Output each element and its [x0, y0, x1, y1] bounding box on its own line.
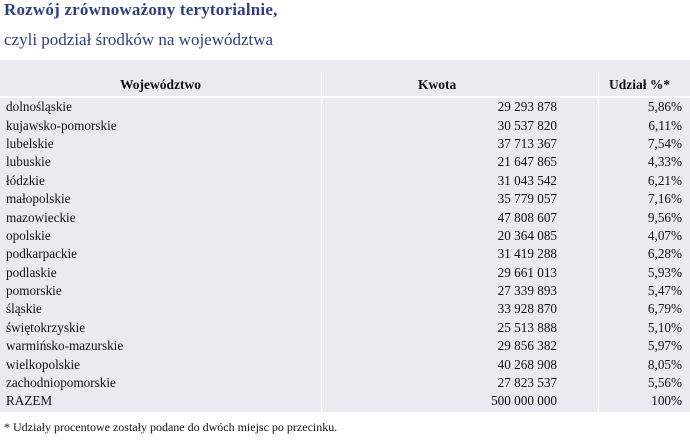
- region-name: podkarpackie: [6, 246, 78, 262]
- region-name: małopolskie: [6, 191, 71, 207]
- share-value: 100%: [651, 393, 682, 409]
- table-row: [6, 300, 690, 318]
- amount-value: 29 661 013: [497, 264, 557, 280]
- share-value: 7,16%: [647, 191, 682, 207]
- region-name: opolskie: [6, 227, 51, 243]
- share-value: 7,54%: [647, 135, 682, 151]
- share-value: 5,93%: [647, 264, 682, 280]
- allocation-table: [6, 72, 690, 411]
- table-header-row: [6, 72, 690, 98]
- region-name: łódzkie: [6, 172, 45, 188]
- table-row: [6, 135, 690, 153]
- share-value: 6,11%: [648, 117, 682, 133]
- amount-value: 20 364 085: [497, 227, 557, 243]
- share-value: 4,07%: [647, 227, 682, 243]
- amount-value: 33 928 870: [497, 301, 557, 317]
- share-value: 9,56%: [647, 209, 682, 225]
- share-value: 6,21%: [647, 172, 682, 188]
- region-name: lubelskie: [6, 135, 54, 151]
- table-row: [6, 116, 690, 134]
- table-row: [6, 319, 690, 337]
- table-row: [6, 264, 690, 282]
- amount-value: 27 339 893: [497, 283, 557, 299]
- table-row: [6, 374, 690, 392]
- table-row: [6, 392, 690, 410]
- region-name: świętokrzyskie: [6, 319, 86, 335]
- amount-value: 31 419 288: [497, 246, 557, 262]
- region-name: wielkopolskie: [6, 356, 80, 372]
- share-value: 5,56%: [647, 375, 682, 391]
- page-title: Rozwój zrównoważony terytorialnie,: [4, 0, 278, 19]
- share-value: 6,79%: [647, 301, 682, 317]
- header-kwota: Kwota: [418, 77, 457, 92]
- region-name: zachodniopomorskie: [6, 375, 116, 391]
- share-value: 8,05%: [647, 356, 682, 372]
- region-name: dolnośląskie: [6, 99, 72, 115]
- table-row: [6, 98, 690, 116]
- table-row: [6, 172, 690, 190]
- share-value: 5,86%: [647, 99, 682, 115]
- region-name: mazowieckie: [6, 209, 76, 225]
- table-row: [6, 282, 690, 300]
- region-name: warmińsko-mazurskie: [6, 338, 124, 354]
- amount-value: 500 000 000: [491, 393, 557, 409]
- amount-value: 30 537 820: [497, 117, 557, 133]
- page-subtitle: czyli podział środków na województwa: [4, 30, 274, 49]
- table-body: [6, 98, 690, 411]
- table-row: [6, 355, 690, 373]
- amount-value: 25 513 888: [497, 319, 557, 335]
- amount-value: 29 293 878: [497, 99, 557, 115]
- amount-value: 37 713 367: [497, 135, 557, 151]
- footnote: * Udziały procentowe zostały podane do dwóch miejsc po przecinku.: [4, 420, 338, 434]
- region-name: pomorskie: [6, 283, 62, 299]
- region-name: kujawsko-pomorskie: [6, 117, 117, 133]
- table-row: [6, 227, 690, 245]
- share-value: 4,33%: [647, 154, 682, 170]
- amount-value: 21 647 865: [497, 154, 557, 170]
- table-row: [6, 153, 690, 171]
- amount-value: 35 779 057: [497, 191, 557, 207]
- share-value: 6,28%: [647, 246, 682, 262]
- header-udzial: Udział %*: [609, 77, 671, 92]
- table-row: [6, 190, 690, 208]
- amount-value: 31 043 542: [497, 172, 557, 188]
- amount-value: 47 808 607: [497, 209, 557, 225]
- share-value: 5,97%: [647, 338, 682, 354]
- share-value: 5,10%: [647, 319, 682, 335]
- amount-value: 27 823 537: [497, 375, 557, 391]
- region-name: lubuskie: [6, 154, 51, 170]
- header-wojewodztwo: Województwo: [120, 77, 201, 92]
- share-value: 5,47%: [647, 283, 682, 299]
- region-name: RAZEM: [6, 393, 53, 409]
- region-name: śląskie: [6, 301, 42, 317]
- table-row: [6, 245, 690, 263]
- table-row: [6, 208, 690, 226]
- region-name: podlaskie: [6, 264, 57, 280]
- table-row: [6, 337, 690, 355]
- amount-value: 40 268 908: [497, 356, 557, 372]
- amount-value: 29 856 382: [497, 338, 557, 354]
